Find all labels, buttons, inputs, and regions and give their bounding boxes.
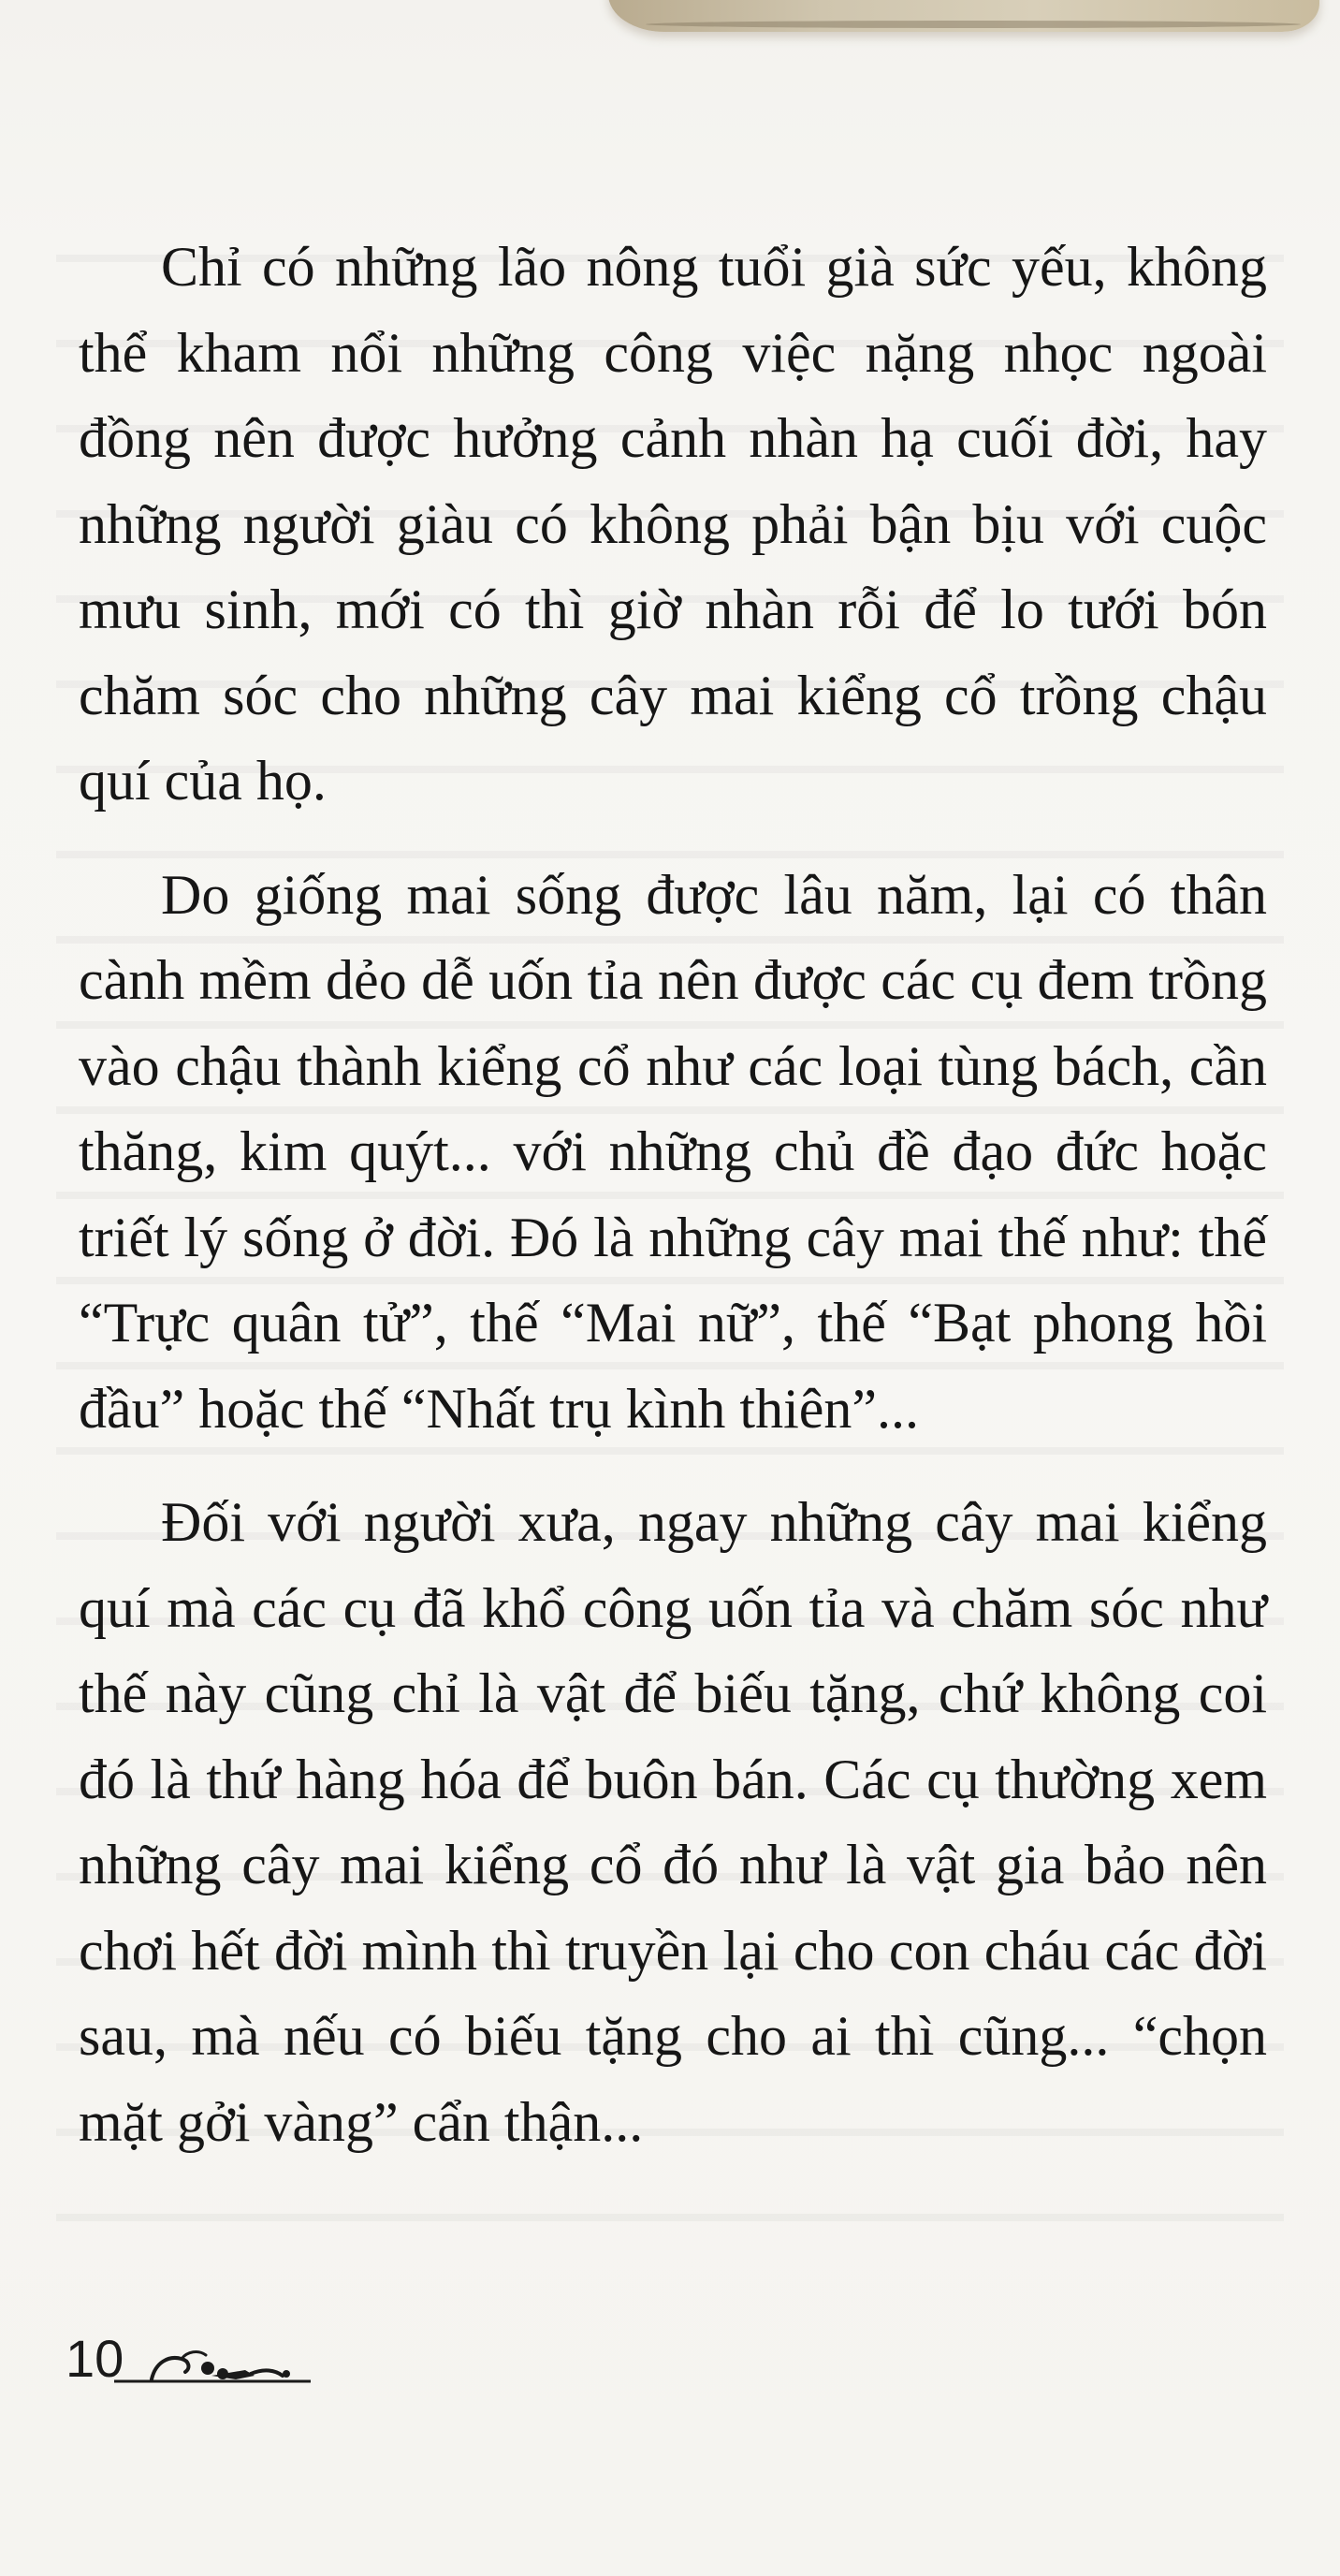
plum-branch-ornament-icon <box>114 2327 320 2393</box>
page-number: 10 <box>66 2329 124 2388</box>
page-footer <box>66 2321 346 2396</box>
paragraph-1: Chỉ có những lão nông tuổi già sức yếu, không thể kham nổi những công việc nặng nhọc ngoài đồng nên được hưởng cảnh nhàn hạ cuối đời, hay những người giàu có không phải bận bịu với cuộc mưu sinh, mới có thì giờ nhàn rỗi để lo tưới bón chăm sóc cho những cây mai kiểng cổ trồng chậu quí của họ. <box>79 236 1267 812</box>
paragraph-2: Do giống mai sống được lâu năm, lại có thân cành mềm dẻo dễ uốn tỉa nên được các cụ đem trồng vào chậu thành kiểng cổ như các loại tùng bách, cần thăng, kim quýt... với những chủ đề đạo đức hoặc triết lý sống ở đời. Đó là những cây mai thế như: thế “Trực quân tử”, thế “Mai nữ”, thế “Bạt phong hồi đầu” hoặc thế “Nhất trụ kình thiên”... <box>79 863 1267 1440</box>
body-text <box>79 225 1267 2193</box>
paragraph-3: Đối với người xưa, ngay những cây mai kiểng quí mà các cụ đã khổ công uốn tỉa và chăm sóc như thế này cũng chỉ là vật để biếu tặng, chứ không coi đó là thứ hàng hóa để buôn bán. Các cụ thường xem những cây mai kiểng cổ đó như là vật gia bảo nên chơi hết đời mình thì truyền lại cho con cháu các đời sau, mà nếu có biếu tặng cho ai thì cũng... “chọn mặt gởi vàng” cẩn thận... <box>79 1491 1267 2153</box>
page-edge-shadow <box>646 21 1301 28</box>
